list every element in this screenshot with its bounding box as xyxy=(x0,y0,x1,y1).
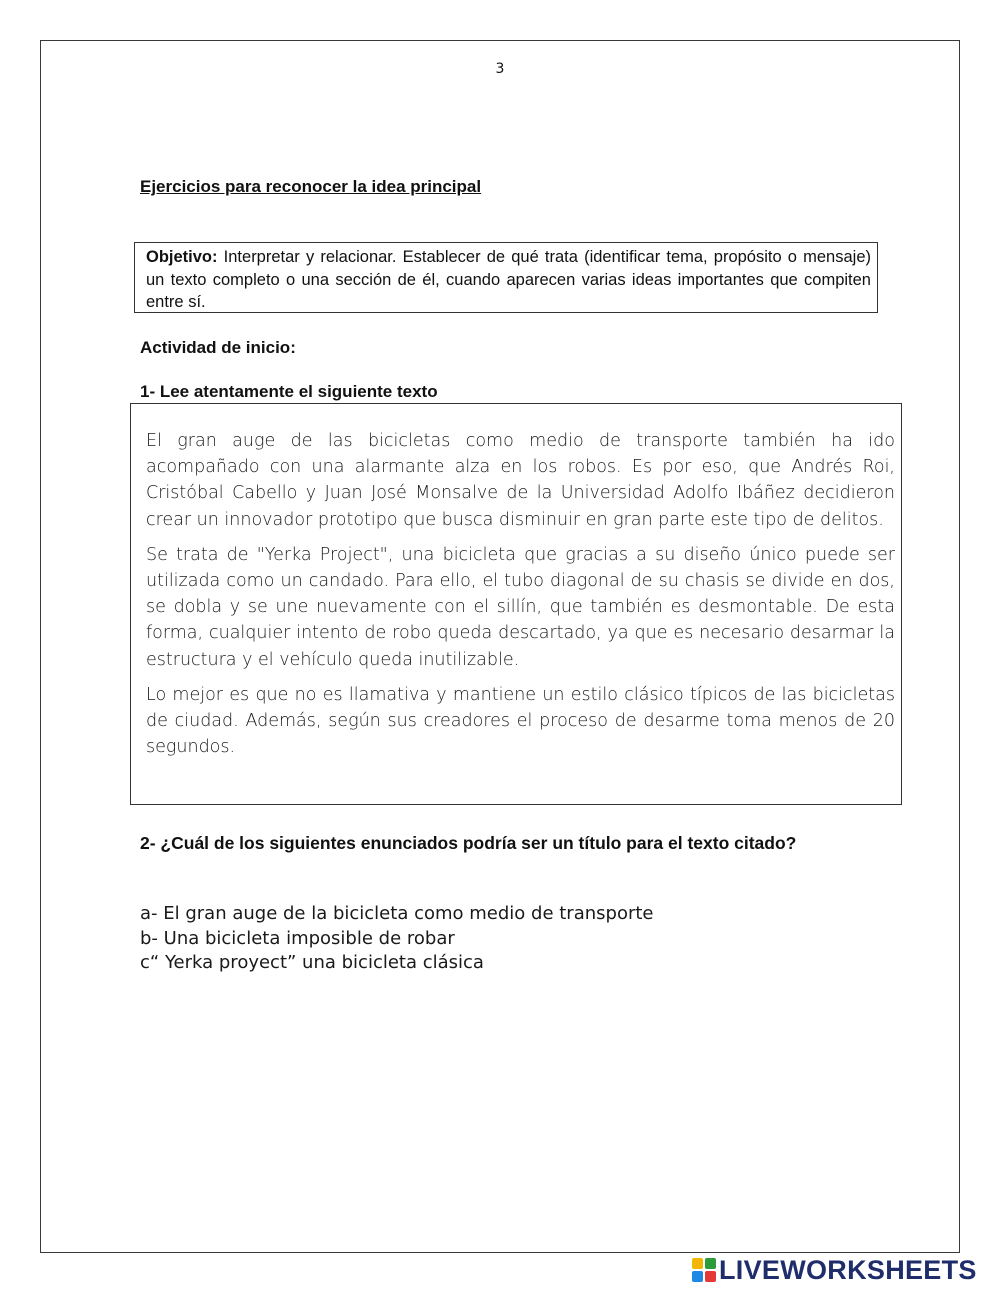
liveworksheets-logo-icon xyxy=(692,1258,716,1282)
objective-box xyxy=(134,242,878,313)
reading-paragraph: Lo mejor es que no es llamativa y mantiene un estilo clásico típicos de las bicicletas de ciudad. Además, según sus creadores el proceso de desarme toma menos de 20 segundos. xyxy=(146,684,895,758)
question-1-heading: 1- Lee atentamente el siguiente texto xyxy=(140,382,438,401)
answer-option-a[interactable]: a- El gran auge de la bicicleta como medio de transporte xyxy=(140,903,654,924)
logo-tile xyxy=(692,1258,703,1269)
answer-option-b[interactable]: b- Una bicicleta imposible de robar xyxy=(140,927,455,949)
objective-label: Objetivo: xyxy=(146,248,218,266)
question-2-heading: 2- ¿Cuál de los siguientes enunciados podría ser un título para el texto citado? xyxy=(140,833,797,853)
liveworksheets-brand xyxy=(692,1255,977,1285)
reading-paragraph: El gran auge de las bicicletas como medio de transporte también ha ido acompañado con una alarmante alza en los robos. Es por eso, que Andrés Roi, Cristóbal Cabello y Juan José Monsalve de la Universidad Adolfo Ibáñez decidieron crear un innovador prototipo que busca disminuir en gran parte este tipo de delitos. xyxy=(146,431,895,530)
liveworksheets-wordmark: LIVEWORKSHEETS xyxy=(719,1254,977,1285)
answer-options xyxy=(140,902,653,976)
reading-paragraph: Se trata de "Yerka Project", una bicicleta que gracias a su diseño único puede ser utilizada como un candado. Para ello, el tubo diagonal de su chasis se divide en dos, se dobla y se une nuevamente con el sillín, que también es desmontable. De esta forma, cualquier intento de robo queda descartado, ya que es necesario desarmar la estructura y el vehículo queda inutilizable. xyxy=(146,544,895,670)
logo-tile xyxy=(692,1271,703,1282)
logo-tile xyxy=(705,1271,716,1282)
section-title: Ejercicios para reconocer la idea principal xyxy=(140,177,482,196)
objective-text: Interpretar y relacionar. Establecer de qué trata (identificar tema, propósito o mensaje) un texto completo o una sección de él, cuando aparecen varias ideas importantes que compiten entre sí. xyxy=(146,248,871,311)
answer-option-c[interactable]: c“ Yerka proyect” una bicicleta clásica xyxy=(140,952,484,973)
reading-text-box xyxy=(130,403,902,805)
page-number: 3 xyxy=(495,61,505,77)
activity-heading: Actividad de inicio: xyxy=(140,338,296,357)
logo-tile xyxy=(705,1258,716,1269)
